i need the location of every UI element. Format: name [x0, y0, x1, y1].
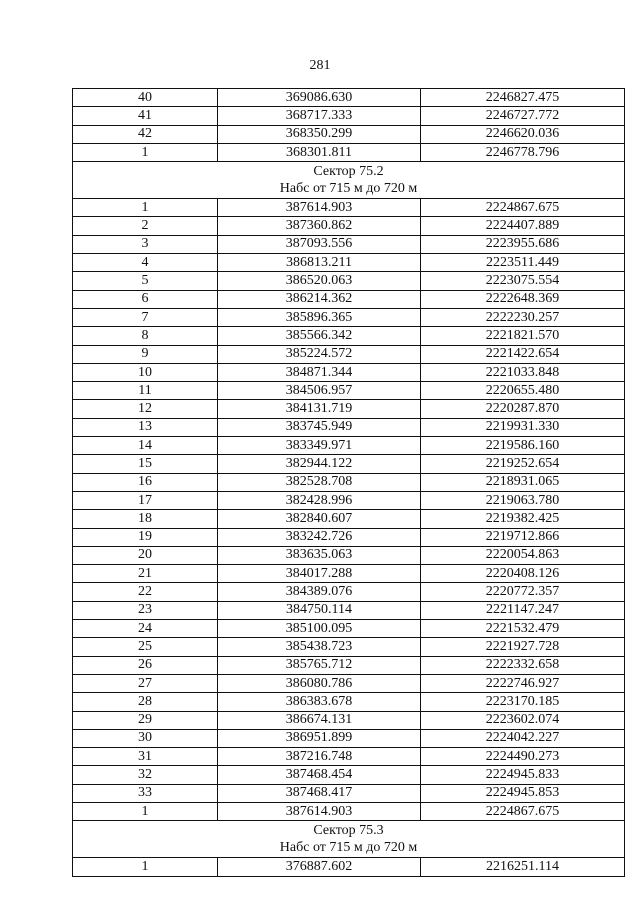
table-row [73, 345, 625, 363]
section-header-cell [73, 162, 625, 199]
coordinates-table [72, 88, 625, 877]
y-coordinate-cell: 2220655.480 [421, 382, 625, 400]
table-row [73, 638, 625, 656]
point-number-cell: 3 [73, 235, 218, 253]
table-row [73, 327, 625, 345]
table-row [73, 491, 625, 509]
point-number-cell: 9 [73, 345, 218, 363]
point-number-cell: 24 [73, 620, 218, 638]
y-coordinate-cell: 2219586.160 [421, 437, 625, 455]
y-coordinate-cell: 2220287.870 [421, 400, 625, 418]
x-coordinate-cell: 387216.748 [218, 748, 421, 766]
point-number-cell: 10 [73, 363, 218, 381]
x-coordinate-cell: 387468.417 [218, 784, 421, 802]
y-coordinate-cell: 2220772.357 [421, 583, 625, 601]
y-coordinate-cell: 2219382.425 [421, 510, 625, 528]
x-coordinate-cell: 386520.063 [218, 272, 421, 290]
table-row [73, 784, 625, 802]
x-coordinate-cell: 386214.362 [218, 290, 421, 308]
section-title: Сектор 75.3 [313, 823, 384, 839]
y-coordinate-cell: 2246827.475 [421, 89, 625, 107]
section-header-row [73, 162, 625, 199]
point-number-cell: 23 [73, 601, 218, 619]
y-coordinate-cell: 2219931.330 [421, 418, 625, 436]
y-coordinate-cell: 2220408.126 [421, 565, 625, 583]
point-number-cell: 11 [73, 382, 218, 400]
point-number-cell: 25 [73, 638, 218, 656]
table-row [73, 766, 625, 784]
x-coordinate-cell: 386383.678 [218, 693, 421, 711]
y-coordinate-cell: 2222230.257 [421, 308, 625, 326]
point-number-cell: 14 [73, 437, 218, 455]
point-number-cell: 5 [73, 272, 218, 290]
section-header-row [73, 821, 625, 858]
x-coordinate-cell: 376887.602 [218, 858, 421, 876]
point-number-cell: 2 [73, 217, 218, 235]
y-coordinate-cell: 2224490.273 [421, 748, 625, 766]
point-number-cell: 4 [73, 254, 218, 272]
y-coordinate-cell: 2219252.654 [421, 455, 625, 473]
point-number-cell: 17 [73, 491, 218, 509]
y-coordinate-cell: 2222746.927 [421, 674, 625, 692]
point-number-cell: 29 [73, 711, 218, 729]
x-coordinate-cell: 385765.712 [218, 656, 421, 674]
y-coordinate-cell: 2219063.780 [421, 491, 625, 509]
table-row [73, 400, 625, 418]
point-number-cell: 1 [73, 802, 218, 820]
table-row [73, 565, 625, 583]
x-coordinate-cell: 369086.630 [218, 89, 421, 107]
point-number-cell: 12 [73, 400, 218, 418]
point-number-cell: 19 [73, 528, 218, 546]
x-coordinate-cell: 387093.556 [218, 235, 421, 253]
x-coordinate-cell: 383349.971 [218, 437, 421, 455]
y-coordinate-cell: 2224042.227 [421, 729, 625, 747]
y-coordinate-cell: 2224867.675 [421, 199, 625, 217]
point-number-cell: 40 [73, 89, 218, 107]
y-coordinate-cell: 2224945.853 [421, 784, 625, 802]
x-coordinate-cell: 384871.344 [218, 363, 421, 381]
y-coordinate-cell: 2224867.675 [421, 802, 625, 820]
y-coordinate-cell: 2223170.185 [421, 693, 625, 711]
x-coordinate-cell: 382428.996 [218, 491, 421, 509]
y-coordinate-cell: 2246727.772 [421, 107, 625, 125]
x-coordinate-cell: 384389.076 [218, 583, 421, 601]
y-coordinate-cell: 2223955.686 [421, 235, 625, 253]
point-number-cell: 27 [73, 674, 218, 692]
x-coordinate-cell: 386951.899 [218, 729, 421, 747]
point-number-cell: 16 [73, 473, 218, 491]
point-number-cell: 28 [73, 693, 218, 711]
point-number-cell: 6 [73, 290, 218, 308]
point-number-cell: 1 [73, 199, 218, 217]
x-coordinate-cell: 383242.726 [218, 528, 421, 546]
x-coordinate-cell: 384750.114 [218, 601, 421, 619]
x-coordinate-cell: 386674.131 [218, 711, 421, 729]
point-number-cell: 33 [73, 784, 218, 802]
point-number-cell: 41 [73, 107, 218, 125]
x-coordinate-cell: 387360.862 [218, 217, 421, 235]
table-row [73, 308, 625, 326]
x-coordinate-cell: 385566.342 [218, 327, 421, 345]
y-coordinate-cell: 2221033.848 [421, 363, 625, 381]
point-number-cell: 8 [73, 327, 218, 345]
y-coordinate-cell: 2221422.654 [421, 345, 625, 363]
y-coordinate-cell: 2221821.570 [421, 327, 625, 345]
point-number-cell: 22 [73, 583, 218, 601]
point-number-cell: 18 [73, 510, 218, 528]
table-row [73, 89, 625, 107]
x-coordinate-cell: 386080.786 [218, 674, 421, 692]
table-row [73, 748, 625, 766]
x-coordinate-cell: 387614.903 [218, 199, 421, 217]
y-coordinate-cell: 2223602.074 [421, 711, 625, 729]
coordinates-table-body [73, 89, 625, 877]
table-row [73, 546, 625, 564]
point-number-cell: 26 [73, 656, 218, 674]
x-coordinate-cell: 382944.122 [218, 455, 421, 473]
y-coordinate-cell: 2223511.449 [421, 254, 625, 272]
table-row [73, 858, 625, 876]
y-coordinate-cell: 2224945.833 [421, 766, 625, 784]
point-number-cell: 7 [73, 308, 218, 326]
x-coordinate-cell: 384506.957 [218, 382, 421, 400]
table-row [73, 418, 625, 436]
x-coordinate-cell: 383745.949 [218, 418, 421, 436]
x-coordinate-cell: 385100.095 [218, 620, 421, 638]
section-subtitle: Набс от 715 м до 720 м [279, 181, 418, 197]
y-coordinate-cell: 2219712.866 [421, 528, 625, 546]
point-number-cell: 30 [73, 729, 218, 747]
y-coordinate-cell: 2221532.479 [421, 620, 625, 638]
x-coordinate-cell: 368717.333 [218, 107, 421, 125]
point-number-cell: 15 [73, 455, 218, 473]
y-coordinate-cell: 2223075.554 [421, 272, 625, 290]
table-row [73, 290, 625, 308]
y-coordinate-cell: 2246620.036 [421, 125, 625, 143]
page-number: 281 [309, 58, 331, 73]
y-coordinate-cell: 2224407.889 [421, 217, 625, 235]
x-coordinate-cell: 387468.454 [218, 766, 421, 784]
y-coordinate-cell: 2221927.728 [421, 638, 625, 656]
point-number-cell: 32 [73, 766, 218, 784]
table-row [73, 382, 625, 400]
x-coordinate-cell: 385438.723 [218, 638, 421, 656]
table-row [73, 125, 625, 143]
point-number-cell: 21 [73, 565, 218, 583]
table-row [73, 455, 625, 473]
x-coordinate-cell: 384017.288 [218, 565, 421, 583]
table-row [73, 729, 625, 747]
table-row [73, 217, 625, 235]
y-coordinate-cell: 2218931.065 [421, 473, 625, 491]
y-coordinate-cell: 2220054.863 [421, 546, 625, 564]
y-coordinate-cell: 2216251.114 [421, 858, 625, 876]
section-header-cell [73, 821, 625, 858]
point-number-cell: 42 [73, 125, 218, 143]
table-row [73, 254, 625, 272]
section-subtitle: Набс от 715 м до 720 м [279, 840, 418, 856]
x-coordinate-cell: 385224.572 [218, 345, 421, 363]
table-row [73, 711, 625, 729]
x-coordinate-cell: 386813.211 [218, 254, 421, 272]
x-coordinate-cell: 387614.903 [218, 802, 421, 820]
table-row [73, 363, 625, 381]
x-coordinate-cell: 383635.063 [218, 546, 421, 564]
x-coordinate-cell: 384131.719 [218, 400, 421, 418]
table-row [73, 235, 625, 253]
x-coordinate-cell: 385896.365 [218, 308, 421, 326]
point-number-cell: 31 [73, 748, 218, 766]
point-number-cell: 1 [73, 858, 218, 876]
table-row [73, 528, 625, 546]
section-title: Сектор 75.2 [313, 164, 384, 180]
table-row [73, 199, 625, 217]
point-number-cell: 13 [73, 418, 218, 436]
table-row [73, 143, 625, 161]
y-coordinate-cell: 2222648.369 [421, 290, 625, 308]
y-coordinate-cell: 2246778.796 [421, 143, 625, 161]
table-row [73, 601, 625, 619]
table-row [73, 107, 625, 125]
table-row [73, 656, 625, 674]
table-row [73, 583, 625, 601]
table-row [73, 272, 625, 290]
table-row [73, 510, 625, 528]
table-row [73, 802, 625, 820]
point-number-cell: 1 [73, 143, 218, 161]
x-coordinate-cell: 368350.299 [218, 125, 421, 143]
table-row [73, 693, 625, 711]
table-row [73, 437, 625, 455]
x-coordinate-cell: 368301.811 [218, 143, 421, 161]
table-row [73, 620, 625, 638]
x-coordinate-cell: 382840.607 [218, 510, 421, 528]
table-row [73, 674, 625, 692]
table-row [73, 473, 625, 491]
point-number-cell: 20 [73, 546, 218, 564]
y-coordinate-cell: 2221147.247 [421, 601, 625, 619]
y-coordinate-cell: 2222332.658 [421, 656, 625, 674]
x-coordinate-cell: 382528.708 [218, 473, 421, 491]
